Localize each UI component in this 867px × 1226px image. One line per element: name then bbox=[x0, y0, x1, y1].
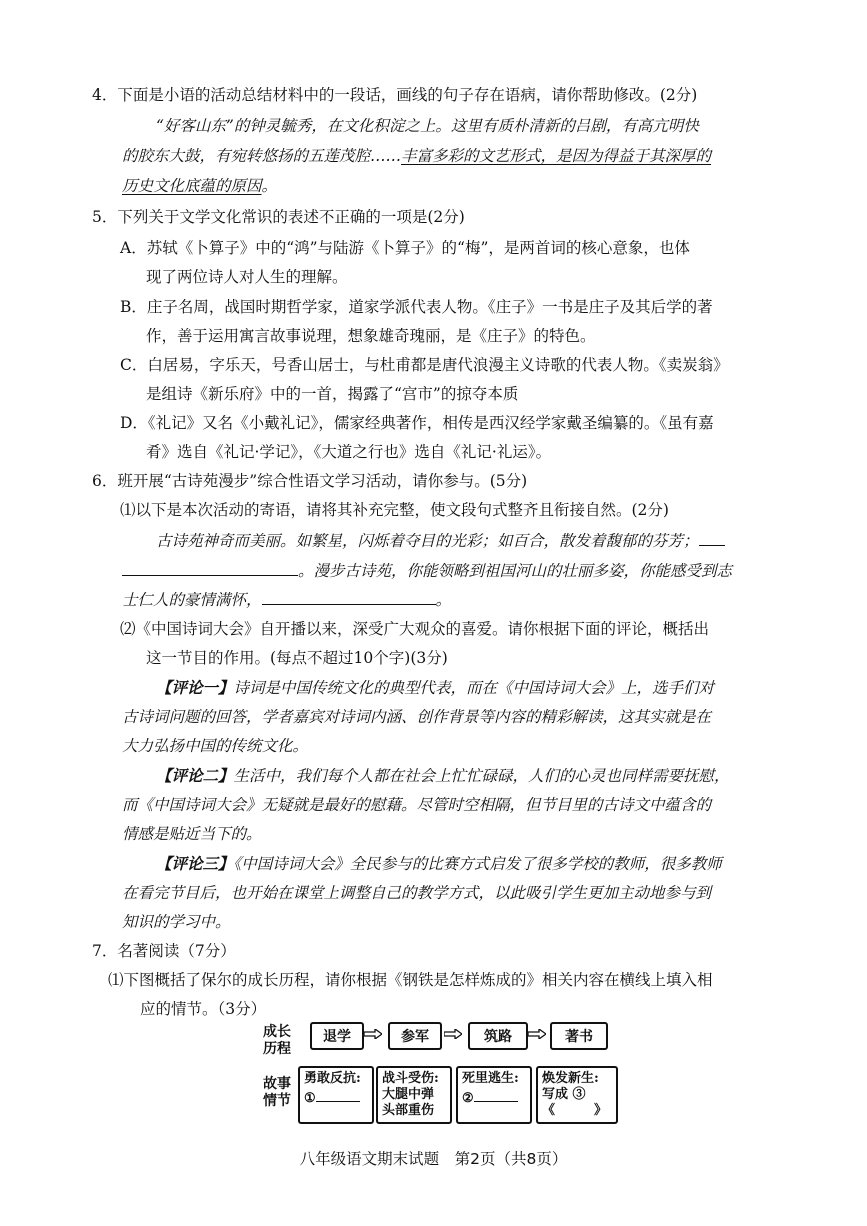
story4-book-blank[interactable]: 《 》 bbox=[542, 1103, 608, 1118]
q6-comment3-line2: 在看完节目后，也开始在课堂上调整自己的教学方式，以此吸引学生更加主动地参与到 bbox=[122, 884, 712, 902]
comment1-tag: 【评论一】 bbox=[156, 678, 234, 697]
story1-title: 勇敢反抗: bbox=[304, 1071, 361, 1086]
q4-underlined-sentence-part1: 丰富多彩的文艺形式，是因为得益于其深厚的 bbox=[401, 147, 712, 165]
q4-stem: 4．下面是小语的活动总结材料中的一段话，画线的句子存在语病，请你帮助修改。(2分) bbox=[92, 86, 698, 104]
story1-blank-row bbox=[304, 1087, 368, 1107]
story3-title: 死里逃生: bbox=[462, 1071, 519, 1086]
stage-box-3: 筑路 bbox=[468, 1022, 528, 1050]
circled-1: ① bbox=[304, 1091, 316, 1106]
comment1-text: 诗词是中国传统文化的典型代表，而在《中国诗词大会》上，选手们对 bbox=[233, 679, 715, 697]
stage-box-4: 著书 bbox=[550, 1022, 608, 1050]
q6-comment1-line2: 古诗词问题的回答，学者嘉宾对诗词内涵、创作背景等内容的精彩解读，这其实就是在 bbox=[122, 708, 712, 726]
story3-blank-row bbox=[462, 1087, 526, 1107]
comment2-text: 生活中，我们每个人都在社会上忙忙碌碌，人们的心灵也同样需要抚慰， bbox=[233, 767, 730, 785]
arrow-right-icon bbox=[444, 1029, 462, 1039]
q5-option-a-line1: A．苏轼《卜算子》中的“鸿”与陆游《卜算子》的“梅”，是两首词的核心意象，也体 bbox=[120, 239, 690, 257]
q6-comment2-line1 bbox=[156, 765, 730, 787]
q7-sub1-prompt-line1: ⑴下图概括了保尔的成长历程，请你根据《钢铁是怎样炼成的》相关内容在横线上填入相 bbox=[108, 971, 713, 989]
story-box-1 bbox=[298, 1066, 374, 1124]
q6-sub1-period: 。 bbox=[435, 591, 452, 609]
q6-sub1-text1: 古诗苑神奇而美丽。如繁星，闪烁着夺目的光彩；如百合，散发着馥郁的芬芳； bbox=[156, 532, 699, 550]
q5-option-b-line1: B．庄子名周，战国时期哲学家，道家学派代表人物。《庄子》一书是庄子及其后学的著 bbox=[120, 298, 713, 316]
stage-box-1: 退学 bbox=[310, 1022, 364, 1050]
q7-stem: 7．名著阅读（7分） bbox=[92, 942, 236, 960]
q4-passage-line3 bbox=[122, 175, 277, 197]
circled-2: ② bbox=[462, 1091, 474, 1106]
q5-option-c-line2: 是组诗《新乐府》中的一首，揭露了“宫市”的掠夺本质 bbox=[146, 385, 519, 403]
q6-sub1-passage-line2 bbox=[122, 560, 732, 582]
q4-period: 。 bbox=[261, 177, 278, 195]
q4-underlined-sentence-part2: 历史文化底蕴的原因 bbox=[122, 177, 262, 195]
row-label-growth: 成长历程 bbox=[263, 1024, 291, 1057]
q5-option-c-line1: C．白居易，字乐天，号香山居士，与杜甫都是唐代浪漫主义诗歌的代表人物。《卖炭翁》 bbox=[120, 356, 729, 374]
q5-option-a-line2: 现了两位诗人对人生的理解。 bbox=[146, 268, 348, 286]
arrow-right-icon bbox=[364, 1029, 382, 1039]
q6-sub1-passage-line3 bbox=[122, 589, 451, 611]
story2-line2: 大腿中弹 bbox=[382, 1087, 435, 1102]
comment3-text: 《中国诗词大会》全民参与的比赛方式启发了很多学校的教师，很多教师 bbox=[233, 855, 722, 873]
row-label-story: 故事情节 bbox=[263, 1076, 291, 1109]
q6-sub1-text3: 士仁人的豪情满怀， bbox=[122, 591, 262, 609]
q7-sub1-prompt-line2: 应的情节。（3分） bbox=[140, 1000, 267, 1018]
q6-sub1-text2: 。漫步古诗苑，你能领略到祖国河山的壮丽多姿，你能感受到志 bbox=[298, 562, 733, 580]
comment3-tag: 【评论三】 bbox=[156, 854, 234, 873]
q5-option-d-line2: 肴》选自《礼记·学记》，《大道之行也》选自《礼记·礼运》。 bbox=[146, 443, 552, 461]
q6-comment2-line3: 情感是贴近当下的。 bbox=[122, 825, 262, 843]
q6-comment1-line3: 大力弘扬中国的传统文化。 bbox=[122, 737, 309, 755]
q6-comment3-line3: 知识的学习中。 bbox=[122, 913, 231, 931]
growth-diagram bbox=[260, 1022, 620, 1128]
story2-title: 战斗受伤: bbox=[382, 1071, 439, 1086]
q5-option-d-line1: D．《礼记》又名《小戴礼记》，儒家经典著作，相传是西汉经学家戴圣编纂的。《虽有嘉 bbox=[120, 414, 714, 432]
story2-line3: 头部重伤 bbox=[382, 1103, 435, 1118]
answer-blank-2[interactable] bbox=[262, 590, 436, 605]
q6-sub2-prompt-line2: 这一节目的作用。(每点不超过10个字)(3分) bbox=[146, 649, 448, 667]
story4-line2: 写成 ③ bbox=[542, 1087, 586, 1102]
answer-blank-circled-2[interactable] bbox=[474, 1087, 518, 1102]
stage-box-2: 参军 bbox=[388, 1022, 442, 1050]
page-footer: 八年级语文期末试题 第2页（共8页） bbox=[299, 1150, 568, 1168]
q6-comment2-line2: 而《中国诗词大会》无疑就是最好的慰藉。尽管时空相隔，但节目里的古诗文中蕴含的 bbox=[122, 796, 712, 814]
q6-sub2-prompt-line1: ⑵《中国诗词大会》自开播以来，深受广大观众的喜爱。请你根据下面的评论，概括出 bbox=[120, 620, 710, 638]
q6-comment1-line1 bbox=[156, 677, 714, 699]
q5-option-b-line2: 作，善于运用寓言故事说理，想象雄奇瑰丽，是《庄子》的特色。 bbox=[146, 327, 596, 345]
story-box-4 bbox=[536, 1066, 618, 1124]
answer-blank-1a[interactable] bbox=[699, 531, 725, 546]
q6-comment3-line1 bbox=[156, 853, 722, 875]
q6-stem: 6．班开展“古诗苑漫步”综合性语文学习活动，请你参与。(5分) bbox=[92, 472, 528, 490]
q6-sub1-passage-line1 bbox=[156, 530, 725, 552]
q4-passage-line2 bbox=[122, 145, 711, 167]
arrow-right-icon bbox=[528, 1029, 546, 1039]
answer-blank-1b[interactable] bbox=[122, 561, 298, 576]
comment2-tag: 【评论二】 bbox=[156, 766, 234, 785]
q5-stem: 5．下列关于文学文化常识的表述不正确的一项是(2分) bbox=[92, 208, 465, 226]
q4-passage-line1: “好客山东”的钟灵毓秀，在文化积淀之上。这里有质朴清新的吕剧，有高亢明快 bbox=[156, 117, 699, 135]
answer-blank-circled-1[interactable] bbox=[316, 1087, 360, 1102]
story4-title: 焕发新生: bbox=[542, 1071, 599, 1086]
q6-sub1-prompt: ⑴以下是本次活动的寄语，请将其补充完整，使文段句式整齐且衔接自然。(2分) bbox=[120, 501, 669, 519]
q4-passage-plain: 的胶东大鼓，有宛转悠扬的五莲茂腔…… bbox=[122, 147, 402, 165]
story-box-3 bbox=[456, 1066, 532, 1124]
story-box-2 bbox=[376, 1066, 452, 1124]
